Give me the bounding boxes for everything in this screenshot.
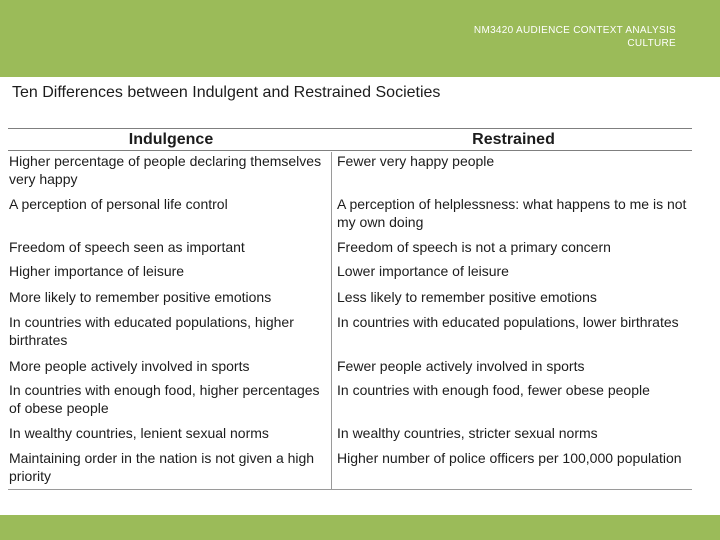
table-row bbox=[8, 195, 692, 238]
table-row bbox=[8, 238, 692, 262]
table-row bbox=[8, 381, 692, 424]
table-row bbox=[8, 288, 692, 313]
indulgence-cell: Maintaining order in the nation is not given a high priority bbox=[9, 450, 315, 484]
indulgence-cell: In countries with educated populations, higher birthrates bbox=[9, 314, 294, 348]
indulgence-cell: More likely to remember positive emotions bbox=[9, 289, 272, 305]
table-row bbox=[8, 357, 692, 381]
restrained-cell: Lower importance of leisure bbox=[337, 263, 509, 279]
indulgence-cell: Freedom of speech seen as important bbox=[9, 239, 245, 255]
indulgence-cell: Higher percentage of people declaring themselves very happy bbox=[9, 153, 322, 187]
indulgence-cell: Higher importance of leisure bbox=[9, 263, 185, 279]
table-header-row bbox=[8, 128, 692, 151]
column-header-indulgence: Indulgence bbox=[128, 131, 214, 148]
indulgence-cell: In wealthy countries, lenient sexual norms bbox=[9, 425, 269, 441]
header-course-title: NM3420 AUDIENCE CONTEXT ANALYSIS bbox=[473, 25, 676, 36]
restrained-cell: In countries with educated populations, lower birthrates bbox=[337, 314, 679, 330]
slide-header bbox=[474, 24, 676, 50]
restrained-cell: Freedom of speech is not a primary concern bbox=[337, 239, 611, 255]
table-row bbox=[8, 152, 692, 195]
restrained-cell: In countries with enough food, fewer obese people bbox=[337, 382, 650, 398]
restrained-cell: Higher number of police officers per 100,000 population bbox=[337, 450, 682, 466]
figure-title: Ten Differences between Indulgent and Restrained Societies bbox=[12, 84, 441, 101]
header-topic: CULTURE bbox=[627, 38, 676, 49]
restrained-cell: Less likely to remember positive emotions bbox=[337, 289, 597, 305]
restrained-cell: In wealthy countries, stricter sexual norms bbox=[337, 425, 598, 441]
table-row bbox=[8, 449, 692, 489]
indulgence-cell: More people actively involved in sports bbox=[9, 358, 250, 374]
indulgence-cell: A perception of personal life control bbox=[9, 196, 228, 212]
table-row bbox=[8, 424, 692, 449]
bottom-banner bbox=[0, 515, 720, 540]
indulgence-cell: In countries with enough food, higher percentages of obese people bbox=[9, 382, 320, 416]
table-row bbox=[8, 262, 692, 288]
table-body bbox=[8, 152, 692, 490]
column-header-restrained: Restrained bbox=[472, 131, 555, 148]
restrained-cell: Fewer people actively involved in sports bbox=[337, 358, 585, 374]
table-row bbox=[8, 313, 692, 357]
restrained-cell: A perception of helplessness: what happens to me is not my own doing bbox=[337, 196, 687, 230]
restrained-cell: Fewer very happy people bbox=[337, 153, 495, 169]
